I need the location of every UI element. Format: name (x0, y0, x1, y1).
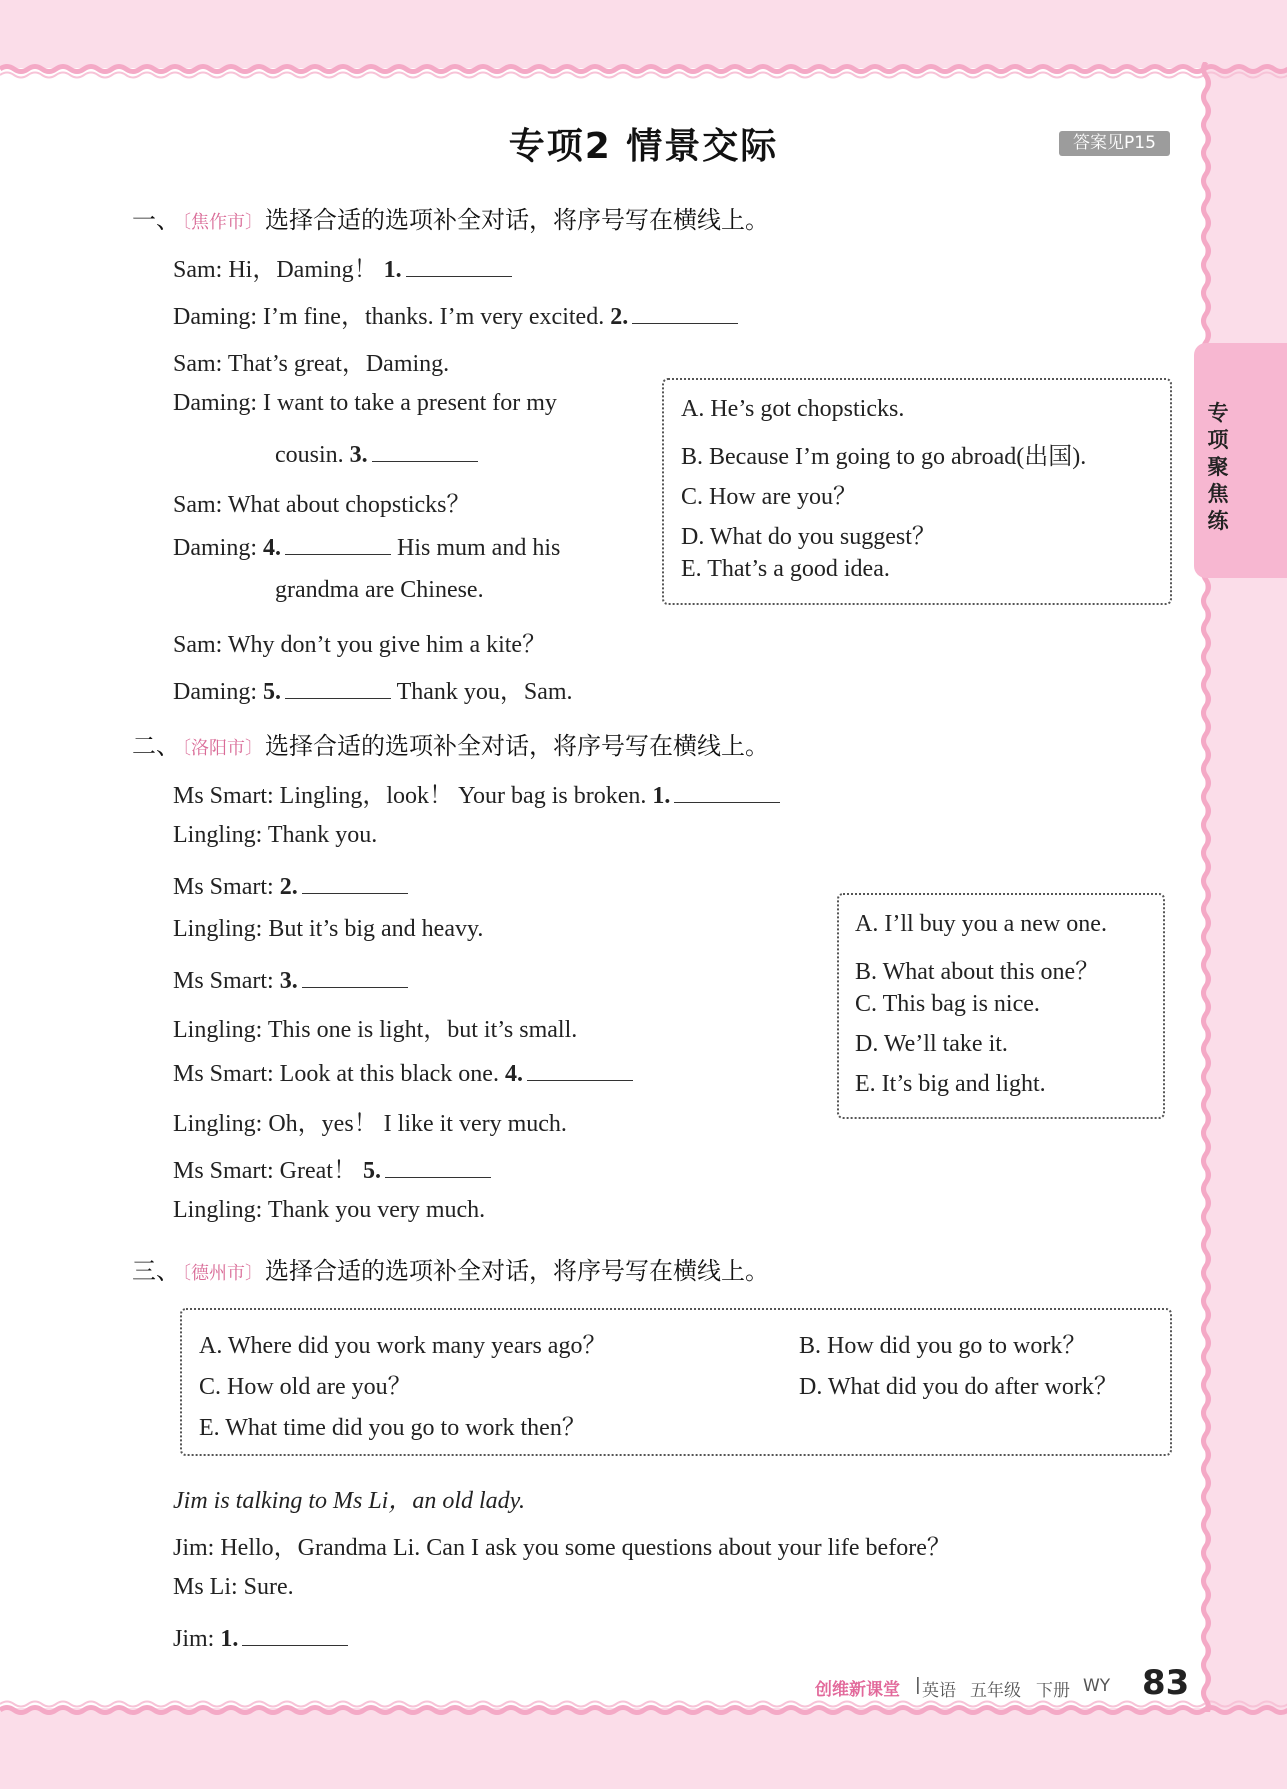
section2-line-4: Lingling: But it’s big and heavy. (173, 916, 484, 942)
footer-grade: 五年级 (970, 1681, 1021, 1701)
section1-line-5: cousin. 3. (275, 437, 478, 469)
section2-heading (132, 726, 769, 761)
footer-volume: 下册 (1036, 1681, 1070, 1701)
section1-line-3: Sam: That’s great，Daming. (173, 351, 450, 377)
right-wavy-border (1196, 62, 1216, 1712)
section3-option-a: A. Where did you work many years ago？ (199, 1333, 607, 1359)
section1-line-2: Daming: I’m fine，thanks. I’m very excited. 2. (173, 296, 738, 331)
section1-number: 一、 (132, 206, 180, 234)
page-title: 专项2 情景交际 (508, 126, 779, 167)
answer-blank[interactable] (632, 299, 738, 324)
section3-line-1: Jim: Hello，Grandma Li. Can I ask you some questions about your life before？ (173, 1535, 951, 1561)
section3-number: 三、 (132, 1257, 180, 1285)
section2-instruction: 选择合适的选项补全对话，将序号写在横线上。 (265, 732, 769, 760)
section2-option-b: B. What about this one？ (855, 959, 1100, 985)
section3-option-d: D. What did you do after work？ (799, 1374, 1118, 1400)
section2-line-8: Lingling: Oh，yes！ I like it very much. (173, 1111, 567, 1137)
section1-line-9: Sam: Why don’t you give him a kite？ (173, 632, 547, 658)
section1-line-10: Daming: 5. Thank you，Sam. (173, 671, 573, 706)
section2-line-9: Ms Smart: Great！ 5. (173, 1150, 491, 1185)
section1-line-6: Sam: What about chopsticks？ (173, 492, 471, 518)
section1-instruction: 选择合适的选项补全对话，将序号写在横线上。 (265, 206, 769, 234)
side-tab-label: 专项聚焦练 (1207, 401, 1229, 533)
footer-subject: 英语 (922, 1681, 956, 1701)
section2-line-3: Ms Smart: 2. (173, 869, 408, 901)
answer-blank[interactable] (242, 1621, 348, 1646)
answer-blank[interactable] (385, 1153, 491, 1178)
section2-line-2: Lingling: Thank you. (173, 822, 378, 848)
answer-blank[interactable] (372, 437, 478, 462)
answer-blank[interactable] (406, 252, 512, 277)
answer-blank[interactable] (674, 778, 780, 803)
section3-option-b: B. How did you go to work？ (799, 1333, 1087, 1359)
section1-line-8: grandma are Chinese. (275, 577, 484, 603)
section1-option-b: B. Because I’m going to go abroad(出国). (681, 444, 1087, 470)
section2-line-7: Ms Smart: Look at this black one. 4. (173, 1056, 633, 1088)
section1-option-a: A. He’s got chopsticks. (681, 396, 905, 422)
section1-option-c: C. How are you？ (681, 484, 857, 510)
section2-region-tag: 〔洛阳市〕 (182, 738, 263, 759)
section2-line-5: Ms Smart: 3. (173, 963, 408, 995)
section3-line-2: Ms Li: Sure. (173, 1574, 294, 1600)
answer-blank[interactable] (302, 869, 408, 894)
section2-option-c: C. This bag is nice. (855, 991, 1040, 1017)
section2-option-d: D. We’ll take it. (855, 1031, 1008, 1057)
answer-blank[interactable] (527, 1056, 633, 1081)
section3-instruction: 选择合适的选项补全对话，将序号写在横线上。 (265, 1257, 769, 1285)
section2-option-a: A. I’ll buy you a new one. (855, 911, 1107, 937)
section1-option-e: E. That’s a good idea. (681, 556, 890, 582)
footer-brand: 创维新课堂 (815, 1680, 900, 1700)
section2-line-10: Lingling: Thank you very much. (173, 1197, 486, 1223)
top-wavy-border (0, 58, 1287, 80)
section1-region-tag: 〔焦作市〕 (182, 212, 263, 233)
section2-line-6: Lingling: This one is light，but it’s small. (173, 1017, 578, 1043)
answer-blank[interactable] (302, 963, 408, 988)
section1-line-1: Sam: Hi，Daming！ 1. (173, 249, 512, 284)
section3-heading (132, 1251, 769, 1286)
section2-number: 二、 (132, 732, 180, 760)
footer-separator: | (915, 1675, 921, 1695)
bottom-wavy-border (0, 1700, 1287, 1722)
section1-line-4: Daming: I want to take a present for my (173, 390, 557, 416)
answer-blank[interactable] (285, 530, 391, 555)
section3-option-c: C. How old are you？ (199, 1374, 412, 1400)
section1-heading (132, 200, 769, 235)
section2-option-e: E. It’s big and light. (855, 1071, 1046, 1097)
section3-region-tag: 〔德州市〕 (182, 1263, 263, 1284)
section3-option-e: E. What time did you go to work then？ (199, 1415, 586, 1441)
footer-version: WY (1083, 1676, 1111, 1696)
section2-line-1: Ms Smart: Lingling，look！ Your bag is broken. 1. (173, 775, 780, 810)
section1-line-7: Daming: 4. His mum and his (173, 530, 560, 562)
answer-blank[interactable] (285, 674, 391, 699)
page-number: 83 (1142, 1663, 1190, 1703)
section3-intro: Jim is talking to Ms Li，an old lady. (173, 1488, 525, 1514)
answer-reference-badge: 答案见P15 (1059, 131, 1170, 156)
section1-option-d: D. What do you suggest？ (681, 524, 936, 550)
section3-line-3: Jim: 1. (173, 1621, 348, 1653)
